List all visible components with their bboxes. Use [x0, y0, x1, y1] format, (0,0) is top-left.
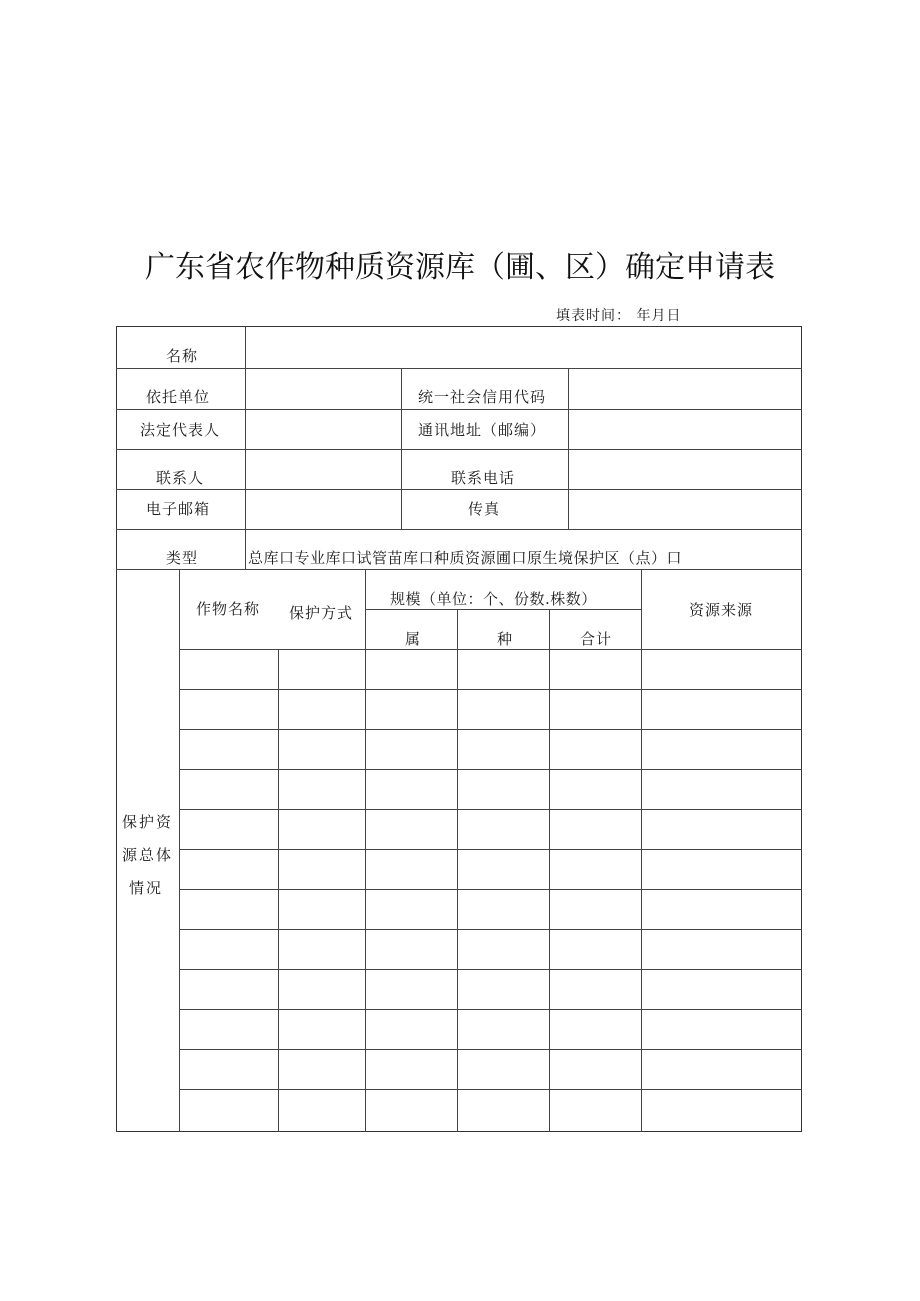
table-line: [179, 769, 802, 770]
table-line: [179, 889, 802, 890]
table-line: [179, 729, 802, 730]
unit-label: 依托单位: [146, 388, 211, 406]
table-line: [278, 649, 279, 1132]
col-crop-name: 作物名称: [196, 600, 261, 618]
contact-field[interactable]: [246, 450, 401, 489]
table-line: [116, 569, 802, 570]
legal-rep-field[interactable]: [246, 410, 401, 449]
col-scale: 规模（单位：个、份数.株数）: [390, 590, 597, 608]
table-line: [245, 529, 246, 569]
table-line: [457, 609, 458, 1132]
address-label: 通讯地址（邮编）: [418, 421, 547, 439]
email-label: 电子邮箱: [146, 500, 211, 518]
name-label: 名称: [166, 347, 199, 365]
fill-time-label: 填表时间： 年月日: [556, 308, 682, 324]
side-label-line1: 保护资: [122, 813, 174, 831]
contact-label: 联系人: [156, 469, 205, 487]
email-field[interactable]: [246, 490, 401, 529]
address-field[interactable]: [569, 410, 801, 449]
table-line: [179, 809, 802, 810]
table-line: [179, 849, 802, 850]
page-title: 广东省农作物种质资源库（圃、区）确定申请表: [145, 250, 775, 285]
unit-field[interactable]: [246, 369, 401, 409]
table-line: [365, 609, 641, 610]
type-options[interactable]: 总库口专业库口试管苗库口种质资源圃口原生境保护区（点）口: [248, 549, 683, 567]
table-line: [179, 1049, 802, 1050]
name-field[interactable]: [246, 327, 801, 368]
table-line: [179, 929, 802, 930]
table-line: [401, 368, 402, 529]
table-line: [179, 1089, 802, 1090]
side-label-line3: 情况: [129, 879, 164, 897]
col-species: 种: [497, 630, 514, 648]
col-protect-method: 保护方式: [289, 604, 354, 622]
phone-field[interactable]: [569, 450, 801, 489]
table-line: [549, 609, 550, 1132]
table-line: [116, 529, 802, 530]
table-line: [641, 569, 642, 1132]
col-resource-source: 资源来源: [689, 601, 754, 619]
table-line: [179, 689, 802, 690]
side-label-line2: 源总体: [122, 846, 174, 864]
type-label: 类型: [166, 549, 199, 567]
table-line: [179, 969, 802, 970]
fax-field[interactable]: [569, 490, 801, 529]
credit-code-field[interactable]: [569, 369, 801, 409]
col-genus: 属: [405, 630, 422, 648]
col-total: 合计: [580, 630, 613, 648]
fax-label: 传真: [468, 500, 501, 518]
table-line: [365, 569, 366, 1132]
table-line: [179, 1009, 802, 1010]
credit-code-label: 统一社会信用代码: [418, 388, 547, 406]
table-line: [179, 649, 802, 650]
legal-rep-label: 法定代表人: [140, 421, 221, 439]
phone-label: 联系电话: [451, 469, 516, 487]
